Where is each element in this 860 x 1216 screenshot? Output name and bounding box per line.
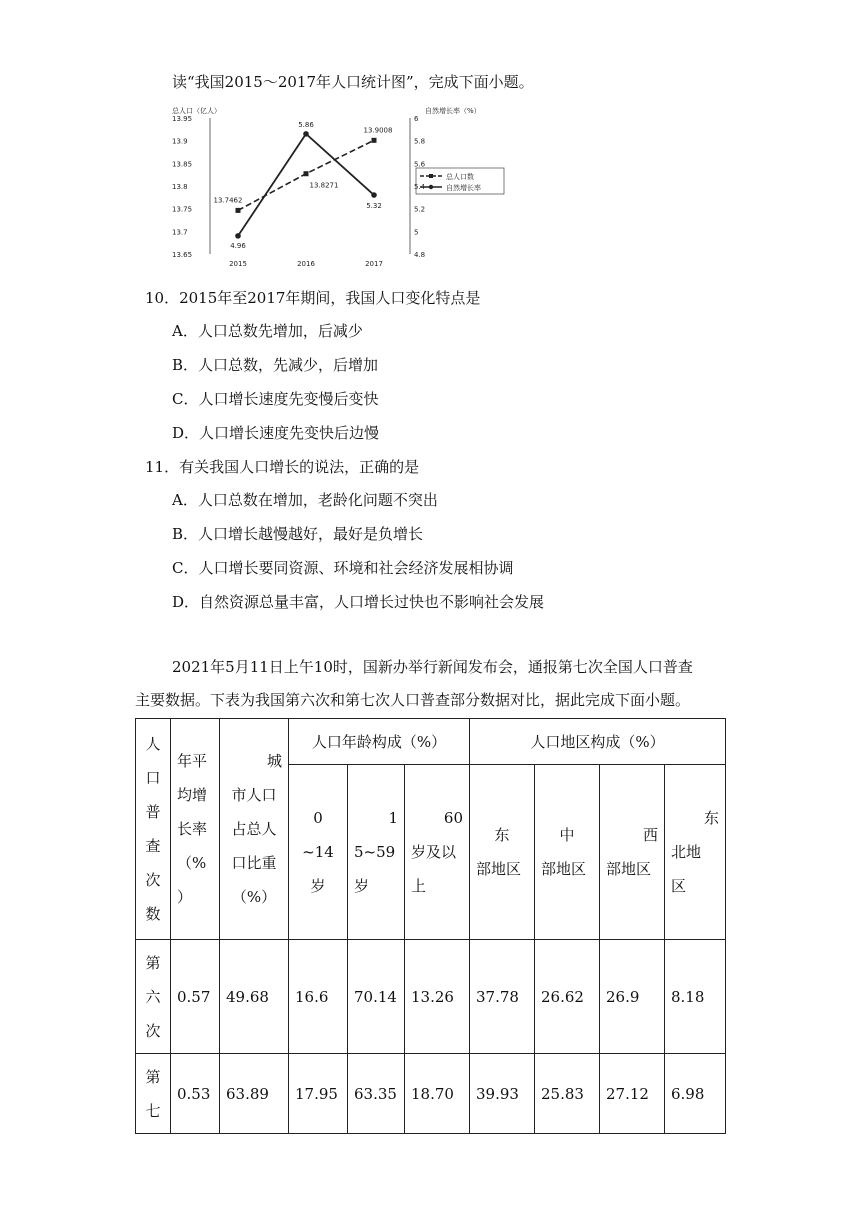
cell: 63.35 (348, 1054, 405, 1134)
cell: 18.70 (405, 1054, 470, 1134)
cell: 25.83 (535, 1054, 600, 1134)
left-tick-label: 13.95 (172, 115, 193, 123)
cell: 17.95 (289, 1054, 348, 1134)
data-label: 5.32 (366, 202, 382, 211)
cell: 0.57 (171, 940, 220, 1054)
cell: 6.98 (665, 1054, 726, 1134)
cell: 16.6 (289, 940, 348, 1054)
cell: 37.78 (470, 940, 535, 1054)
data-point (372, 138, 377, 143)
data-label: 5.86 (298, 120, 314, 129)
legend-marker-2 (429, 185, 433, 189)
population-chart (170, 104, 515, 269)
q10-option-a: A．人口总数先增加，后减少 (172, 322, 363, 340)
cell: 70.14 (348, 940, 405, 1054)
left-tick-label: 13.65 (172, 251, 193, 259)
header-age-60-plus: 60 岁及以 上 (405, 765, 470, 940)
q10-stem: 10．2015年至2017年期间，我国人口变化特点是 (145, 289, 481, 307)
cell: 63.89 (220, 1054, 289, 1134)
right-tick-label: 4.8 (414, 251, 426, 259)
data-point (371, 192, 377, 198)
q11-option-a: A．人口总数在增加，老龄化问题不突出 (172, 491, 438, 509)
x-tick-label: 2017 (365, 260, 383, 268)
left-tick-label: 13.8 (172, 183, 188, 191)
data-label: 13.7462 (213, 196, 243, 205)
left-axis-label: 总人口（亿人） (172, 107, 221, 115)
passage-line-2: 主要数据。下表为我国第六次和第七次人口普查部分数据对比，据此完成下面小题。 (135, 691, 691, 709)
right-tick-label: 5.2 (414, 205, 426, 214)
x-tick-label: 2016 (297, 260, 315, 268)
data-label: 13.8271 (309, 181, 339, 190)
data-label: 13.9008 (363, 126, 393, 135)
data-point (235, 233, 241, 239)
left-tick-label: 13.7 (172, 228, 188, 237)
data-label: 4.96 (230, 241, 246, 250)
right-tick-label: 5 (414, 228, 419, 237)
data-point (303, 131, 309, 137)
header-west: 西 部地区 (600, 765, 665, 940)
cell: 26.9 (600, 940, 665, 1054)
header-northeast: 东 北地 区 (665, 765, 726, 940)
series-line-2 (238, 134, 374, 236)
table-row (136, 1054, 726, 1134)
cell: 39.93 (470, 1054, 535, 1134)
right-tick-label: 5.8 (414, 137, 426, 146)
header-census-number: 人 口 普 查 次 数 (136, 719, 171, 940)
q10-option-b: B．人口总数，先减少，后增加 (172, 356, 379, 374)
cell: 0.53 (171, 1054, 220, 1134)
census-table (135, 718, 726, 1134)
header-urban-share: 城 市人口 占总人 口比重 （%） (220, 719, 289, 940)
right-tick-label: 5.4 (414, 183, 426, 191)
q11-option-c: C．人口增长要同资源、环境和社会经济发展相协调 (172, 559, 514, 577)
cell: 8.18 (665, 940, 726, 1054)
q11-stem: 11．有关我国人口增长的说法，正确的是 (145, 458, 420, 476)
cell: 27.12 (600, 1054, 665, 1134)
cell: 49.68 (220, 940, 289, 1054)
left-tick-label: 13.9 (172, 137, 188, 146)
legend-marker-1 (429, 174, 433, 178)
legend-label-1: 总人口数 (446, 173, 474, 181)
q10-option-d: D．人口增长速度先变快后边慢 (172, 424, 380, 442)
right-axis-label: 自然增长率（%） (425, 107, 481, 115)
intro-text: 读“我国2015～2017年人口统计图”，完成下面小题。 (172, 73, 534, 91)
right-tick-label: 5.6 (414, 160, 426, 169)
x-tick-label: 2015 (229, 260, 247, 268)
header-growth-rate: 年平 均增 长率 （% ） (171, 719, 220, 940)
header-central: 中 部地区 (535, 765, 600, 940)
legend-label-2: 自然增长率 (446, 184, 481, 192)
right-tick-label: 6 (414, 115, 419, 123)
data-point (304, 171, 309, 176)
passage-line-1: 2021年5月11日上午10时，国新办举行新闻发布会，通报第七次全国人口普查 (172, 658, 693, 676)
q11-option-d: D．自然资源总量丰富，人口增长过快也不影响社会发展 (172, 593, 545, 611)
left-tick-label: 13.85 (172, 160, 193, 169)
table-row (136, 940, 726, 1054)
row-label: 第 六 次 (136, 940, 171, 1054)
header-east: 东 部地区 (470, 765, 535, 940)
cell: 26.62 (535, 940, 600, 1054)
header-age-0-14: 0 ~14岁 (289, 765, 348, 940)
header-age-15-59: 1 5~59 岁 (348, 765, 405, 940)
q10-option-c: C．人口增长速度先变慢后变快 (172, 390, 379, 408)
data-point (236, 208, 241, 213)
row-label: 第 七 (136, 1054, 171, 1134)
left-tick-label: 13.75 (172, 205, 193, 214)
header-region-structure: 人口地区构成（%） (470, 719, 726, 765)
header-age-structure: 人口年龄构成（%） (289, 719, 470, 765)
q11-option-b: B．人口增长越慢越好，最好是负增长 (172, 525, 424, 543)
cell: 13.26 (405, 940, 470, 1054)
